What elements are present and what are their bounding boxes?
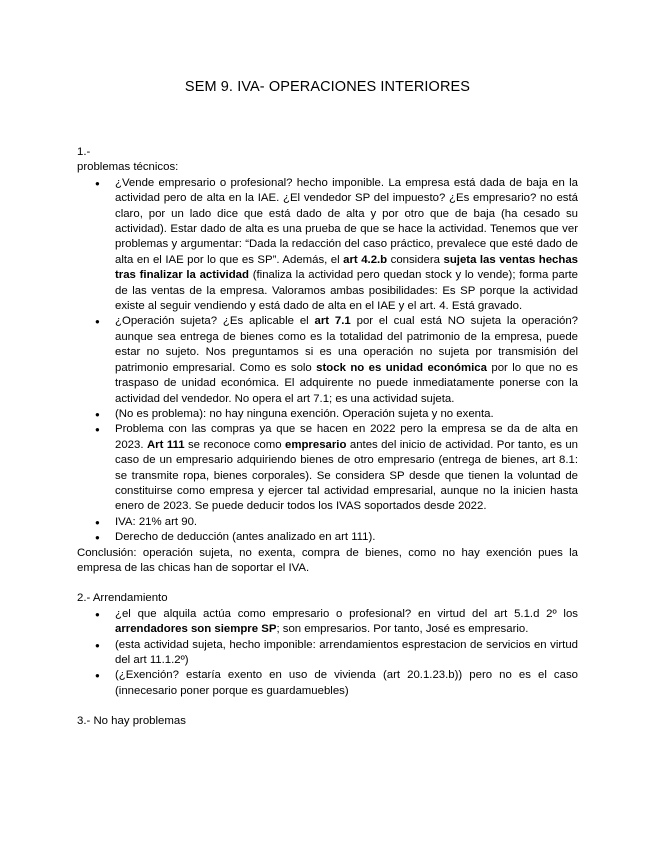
text-run: ; son empresarios. Por tanto, José es empresario.: [276, 623, 529, 636]
text-run: se reconoce como: [184, 438, 286, 451]
document-body: [77, 145, 578, 730]
section-2-heading: 2.- Arrendamiento: [77, 592, 168, 605]
text-run: considera: [387, 253, 444, 266]
spacer: [77, 699, 578, 714]
list-item: ● Derecho de deducción (antes analizado en art 111).: [115, 530, 578, 545]
section-3-heading: 3.- No hay problemas: [77, 715, 186, 728]
text-run: ¿Operación sujeta? ¿Es aplicable el: [115, 315, 315, 328]
bold-run: art 7.1: [314, 315, 351, 328]
list-item: ● (¿Exención? estaría exento en uso de vivienda (art 20.1.23.b)) pero no es el caso (innecesario poner porque es guardamuebles): [115, 668, 578, 699]
list-item: ● (esta actividad sujeta, hecho imponible: arrendamientos esprestacion de servicios en virtud del art 11.1.2º): [115, 638, 578, 669]
text-run: por lo que no es traspaso de unidad económica. El adquirente no puede inmediatamente ponerse con la actividad del vendedor. No opera el art 7.1; es una actividad sujeta.: [115, 361, 578, 405]
list-item: [115, 607, 578, 638]
text-run: (finaliza la actividad pero quedan stock y lo vende); forma parte de las ventas de la empresa. Valoramos ambas posibilidades: Es SP porque la actividad existe al seguir vendiendo y está dado de alta en el IAE y el art. 4. Está gravado.: [115, 269, 578, 313]
list-item: [115, 314, 578, 406]
section-1-heading: 1.-: [77, 146, 91, 158]
bold-run: Art 111: [146, 438, 185, 451]
list-item: ● IVA: 21% art 90.: [115, 515, 578, 530]
bold-run: empresario: [285, 438, 347, 451]
text-run: por el cual está NO sujeta la operación? aunque sea entrega de bienes como es la totalidad del patrimonio de la empresa, puede estar no sujeto. Nos preguntamos si es una operación no sujeta por transmisión del patrimonio empresarial. Como es solo: [115, 315, 578, 374]
text-run: ¿Vende empresario o profesional? hecho imponible. La empresa está dada de baja en la actividad pero de alta en la IAE. ¿El vendedor SP del impuesto? ¿Es empresario? no está claro, por un lado dice que está dado de alta y por otro que de baja (ha cesado su actividad). Estar dado de alta es una prueba de que se hace la actividad. Tenemos que ver problemas y argumentar: “Dada la redacción del caso práctico, prevalece que esté dado de alta en el IAE por lo que es SP”. Además, el: [115, 176, 578, 266]
text-run: ¿el que alquila actúa como empresario o profesional? en virtud del art 5.1.d 2º los: [115, 607, 578, 620]
spacer: [77, 576, 578, 591]
bold-run: sujeta las ventas hechas tras finalizar la actividad: [115, 253, 579, 282]
page-title: SEM 9. IVA- OPERACIONES INTERIORES: [184, 79, 471, 95]
section-1-subheading: problemas técnicos:: [77, 161, 179, 174]
bold-run: stock no es unidad económica: [316, 361, 487, 374]
list-item: [115, 422, 578, 514]
bold-run: arrendadores son siempre SP: [115, 623, 277, 636]
text-run: Problema con las compras ya que se hacen en 2022 pero la empresa se da de alta en 2023.: [115, 423, 578, 451]
section-2-list: [77, 607, 578, 699]
bold-run: art 4.2.b: [343, 253, 388, 266]
list-item: [115, 176, 578, 315]
section-1-list: [77, 176, 578, 546]
section-1-conclusion: Conclusión: operación sujeta, no exenta, compra de bienes, como no hay exención pues la empresa de las chicas han de soportar el IVA.: [77, 546, 578, 574]
list-item: ● (No es problema): no hay ninguna exención. Operación sujeta y no exenta.: [115, 407, 578, 422]
text-run: antes del inicio de actividad. Por tanto, es un caso de un empresario adquiriendo bienes de otro empresario (entrega de bienes, art 8.1: se transmite ropa, bienes corporales). Se considera SP desde que tienen la voluntad de constituirse como empresa y ejercer tal actividad empresarial, aunque no la inicien hasta enero de 2023. Se puede deducir todos los IVAS soportados desde 2022.: [115, 438, 578, 513]
